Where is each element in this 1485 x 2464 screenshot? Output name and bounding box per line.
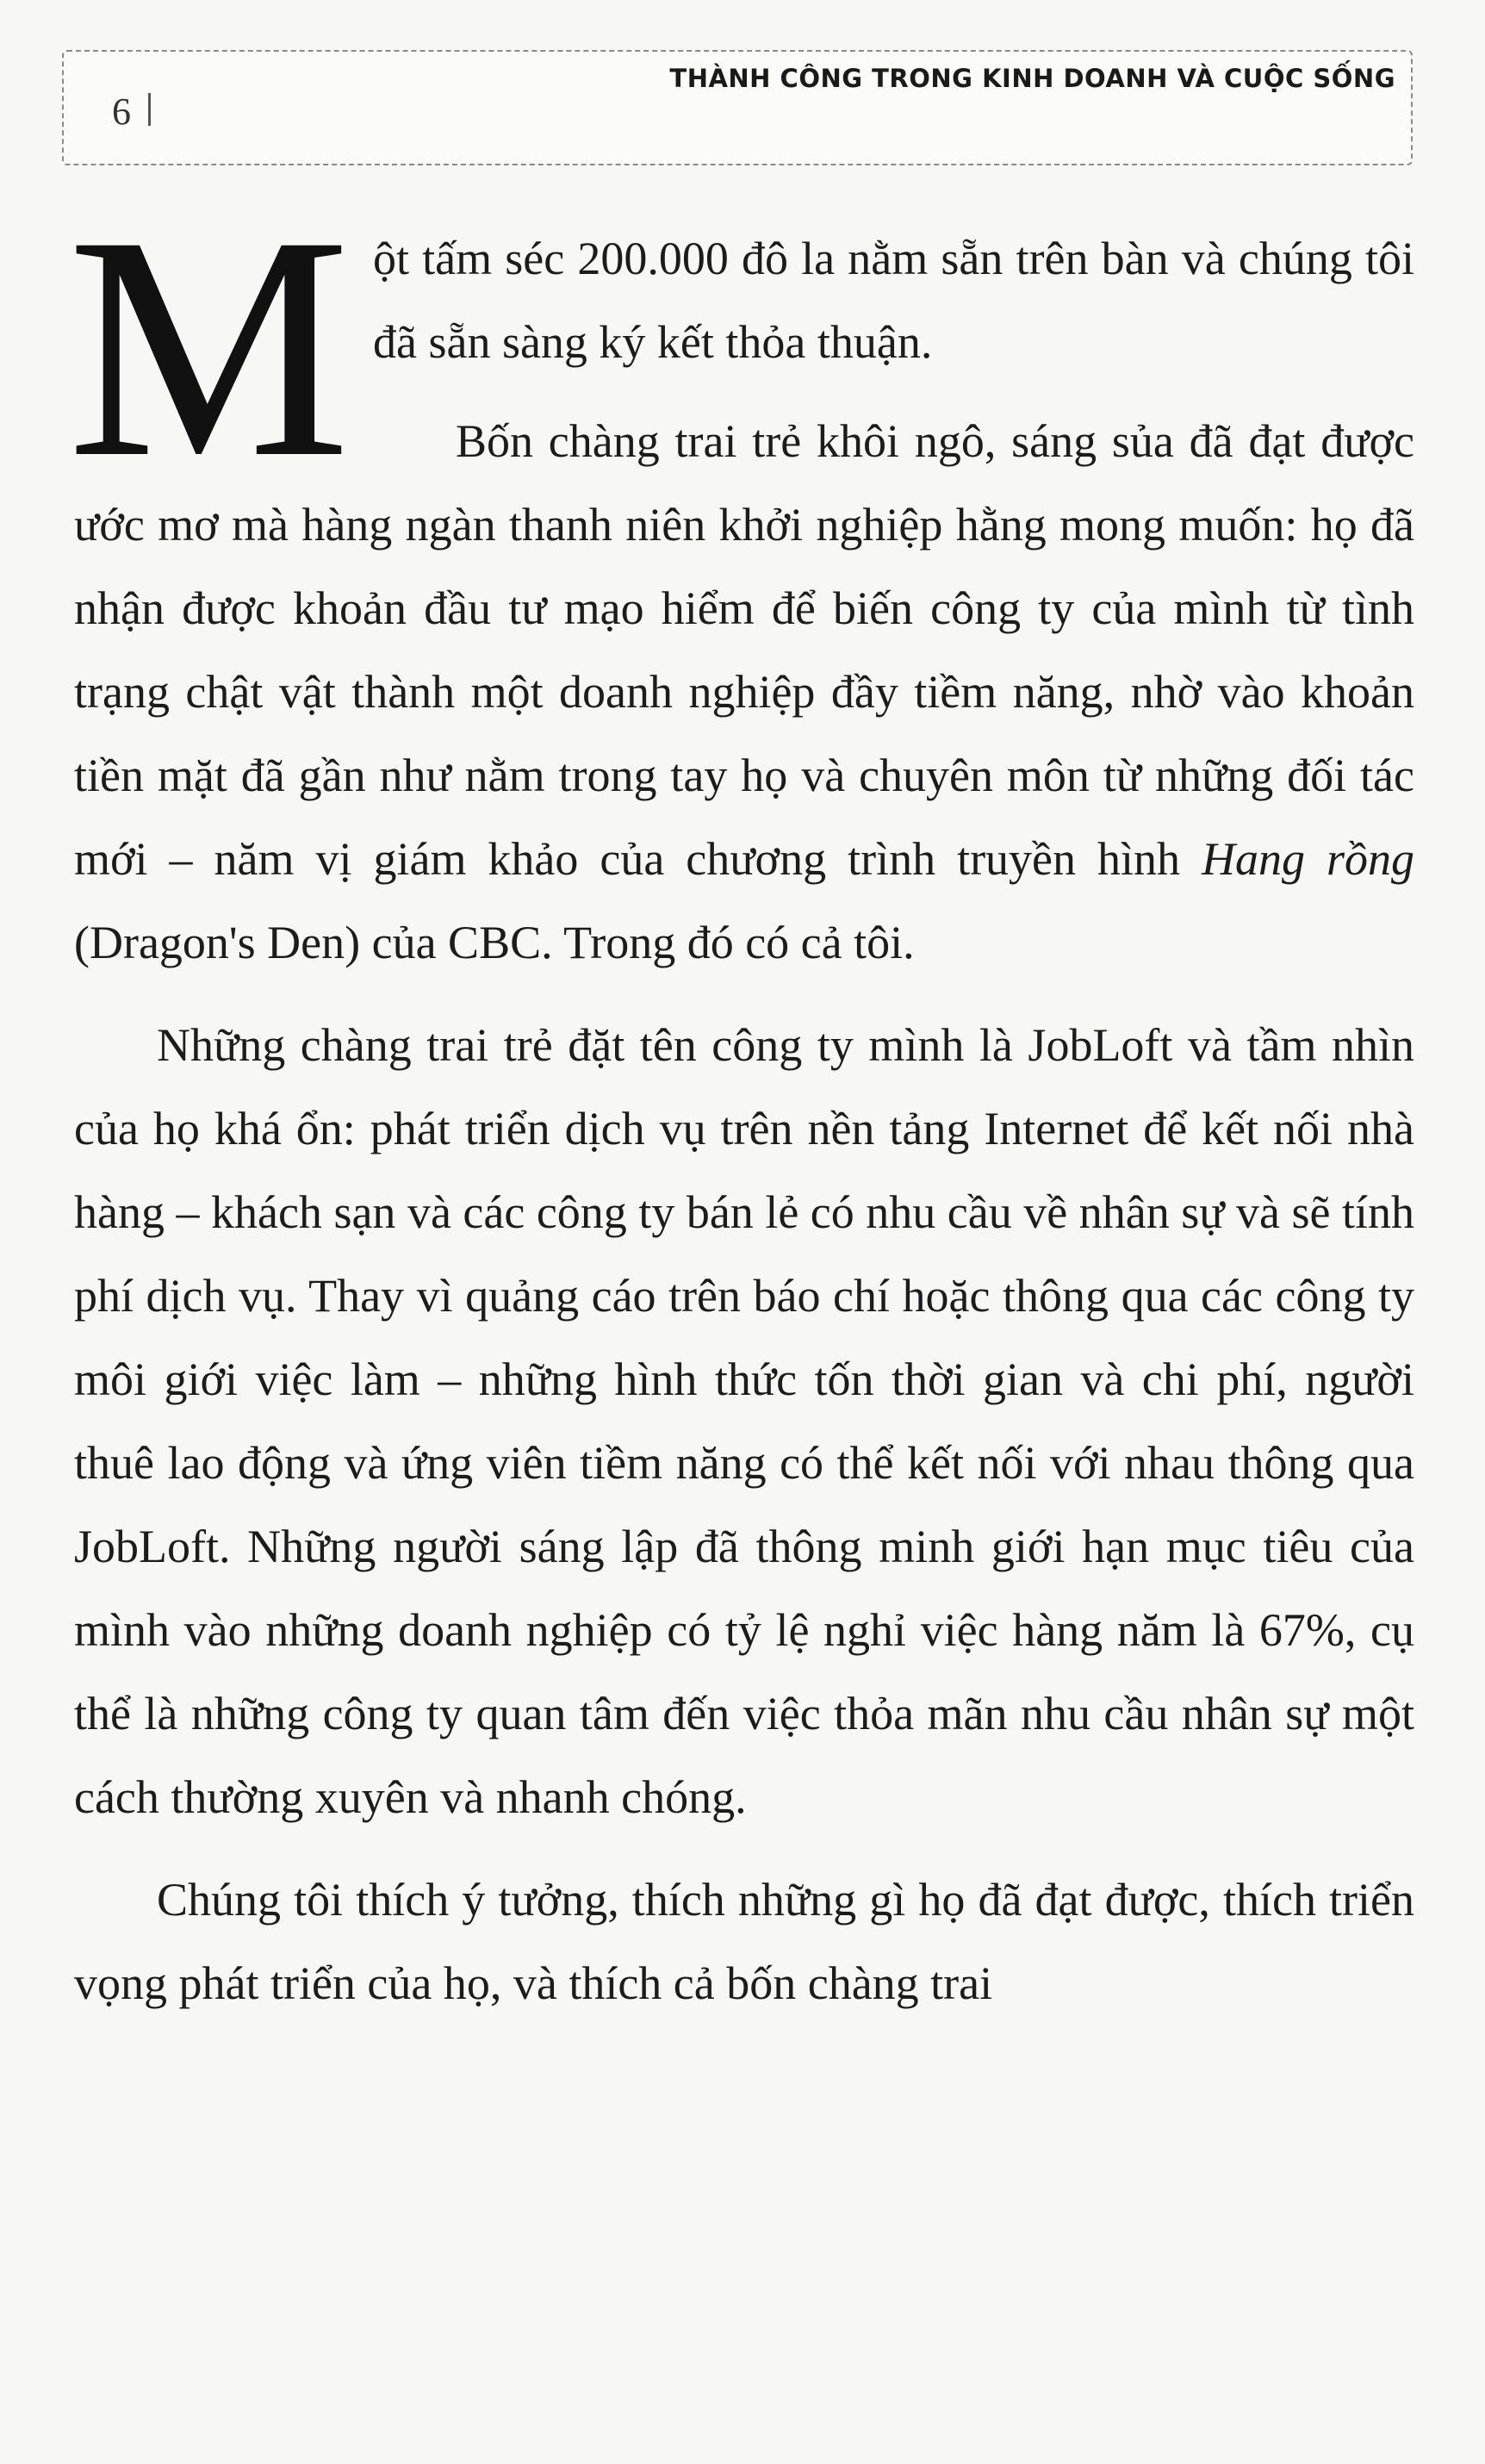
show-title-italic: Hang rồng xyxy=(1202,833,1414,885)
drop-cap: M xyxy=(67,171,351,524)
paragraph-2 xyxy=(74,400,1414,985)
intro-text: ột tấm séc 200.000 đô la nằm sẵn trên bàn và chúng tôi đã sẵn sàng ký kết thỏa thuận. xyxy=(373,233,1414,368)
page-header xyxy=(62,50,1413,165)
page-number: 6 xyxy=(112,90,131,133)
body-text xyxy=(67,171,1414,2025)
running-title: THÀNH CÔNG TRONG KINH DOANH VÀ CUỘC SỐNG xyxy=(669,64,1395,93)
paragraph-4: Chúng tôi thích ý tưởng, thích những gì họ đã đạt được, thích triển vọng phát triển của họ, và thích cả bốn chàng trai xyxy=(74,1874,1414,2009)
paragraph-2-text: Bốn chàng trai trẻ khôi ngô, sáng sủa đã đạt được ước mơ mà hàng ngàn thanh niên khởi nghiệp hằng mong muốn: họ đã nhận được khoản đầu tư mạo hiểm để biến công ty của mình từ tình trạng chật vật thành một doanh nghiệp đầy tiềm năng, nhờ vào khoản tiền mặt đã gần như nằm trong tay họ và chuyên môn từ những đối tác mới – năm vị giám khảo của chương trình truyền hình xyxy=(74,415,1414,885)
paragraph-2-tail: (Dragon's Den) của CBC. Trong đó có cả tôi. xyxy=(74,917,915,968)
paragraph-3: Những chàng trai trẻ đặt tên công ty mình là JobLoft và tầm nhìn của họ khá ổn: phát triển dịch vụ trên nền tảng Internet để kết nối nhà hàng – khách sạn và các công ty bán lẻ có nhu cầu về nhân sự và sẽ tính phí dịch vụ. Thay vì quảng cáo trên báo chí hoặc thông qua các công ty môi giới việc làm – những hình thức tốn thời gian và chi phí, người thuê lao động và ứng viên tiềm năng có thể kết nối với nhau thông qua JobLoft. Những người sáng lập đã thông minh giới hạn mục tiêu của mình vào những doanh nghiệp có tỷ lệ nghỉ việc hàng năm là 67%, cụ thể là những công ty quan tâm đến việc thỏa mãn nhu cầu nhân sự một cách thường xuyên và nhanh chóng. xyxy=(74,1019,1414,1823)
page-number-divider xyxy=(148,93,151,126)
